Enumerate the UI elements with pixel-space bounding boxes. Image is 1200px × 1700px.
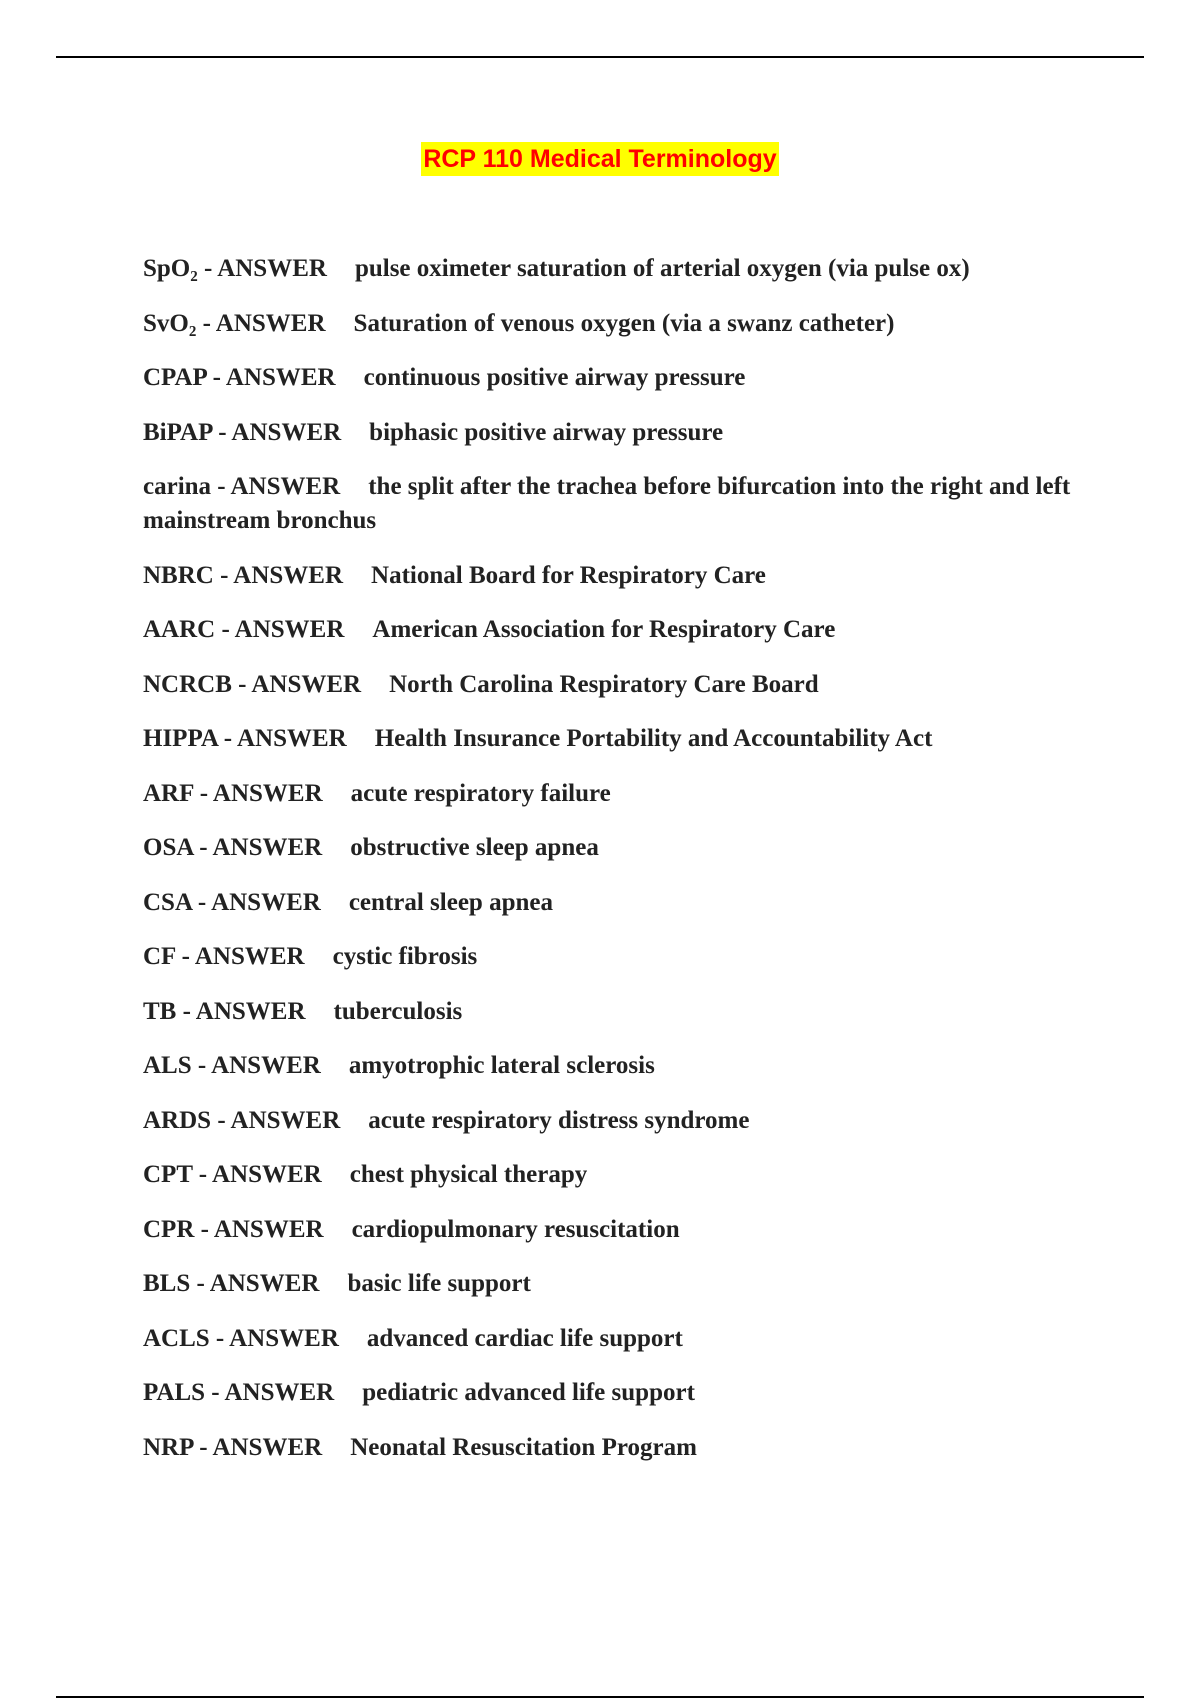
term-entry xyxy=(143,1431,1093,1465)
term-label: PALS - ANSWER xyxy=(143,1379,335,1406)
term-entry xyxy=(143,831,1093,865)
term-entry xyxy=(143,668,1093,702)
term-entry xyxy=(143,995,1093,1029)
term-definition: pediatric advanced life support xyxy=(362,1379,695,1406)
term-definition: biphasic positive airway pressure xyxy=(369,418,724,446)
term-definition: acute respiratory distress syndrome xyxy=(368,1106,750,1134)
term-label: ALS - ANSWER xyxy=(143,1052,321,1079)
top-rule xyxy=(56,56,1144,58)
term-entry xyxy=(143,307,1093,341)
term-label: NRP - ANSWER xyxy=(143,1433,323,1461)
term-label: SvO₂ - ANSWER xyxy=(143,309,326,337)
term-label: HIPPA - ANSWER xyxy=(143,725,347,752)
term-label: CPR - ANSWER xyxy=(143,1215,324,1243)
term-label: ACLS - ANSWER xyxy=(143,1324,339,1352)
term-entry xyxy=(143,613,1093,647)
term-label: TB - ANSWER xyxy=(143,997,306,1025)
term-label: BiPAP - ANSWER xyxy=(143,418,342,446)
term-entry xyxy=(143,559,1093,593)
term-definition: advanced cardiac life support xyxy=(366,1324,683,1352)
term-entry xyxy=(143,361,1093,395)
term-definition: chest physical therapy xyxy=(349,1161,588,1188)
term-label: ARDS - ANSWER xyxy=(143,1106,341,1134)
term-entry xyxy=(143,1322,1093,1356)
term-definition: cystic fibrosis xyxy=(332,943,478,970)
term-entry xyxy=(143,1267,1093,1301)
term-definition: cardiopulmonary resuscitation xyxy=(351,1215,680,1243)
term-entry xyxy=(143,252,1093,286)
term-definition: American Association for Respiratory Care xyxy=(372,616,836,643)
term-definition: acute respiratory failure xyxy=(350,779,611,807)
bottom-rule xyxy=(56,1696,1144,1698)
term-definition: obstructive sleep apnea xyxy=(350,834,599,861)
term-entry xyxy=(143,1213,1093,1247)
term-label: OSA - ANSWER xyxy=(143,834,323,861)
term-label: CPT - ANSWER xyxy=(143,1161,322,1188)
page-title: RCP 110 Medical Terminology xyxy=(421,142,778,176)
term-definition: tuberculosis xyxy=(333,997,463,1025)
term-definition: the split after the trachea before bifurcation into the right and left mainstream bronchus xyxy=(143,473,1071,534)
term-label: SpO₂ - ANSWER xyxy=(143,255,327,282)
term-entry xyxy=(143,1104,1093,1138)
term-label: AARC - ANSWER xyxy=(143,616,345,643)
term-entry xyxy=(143,777,1093,811)
term-label: CSA - ANSWER xyxy=(143,888,321,916)
term-entry xyxy=(143,722,1093,756)
term-entry xyxy=(143,1158,1093,1192)
term-definition: Saturation of venous oxygen (via a swanz catheter) xyxy=(353,309,895,337)
term-label: NCRCB - ANSWER xyxy=(143,670,362,698)
term-definition: central sleep apnea xyxy=(348,888,553,916)
term-entry xyxy=(143,1049,1093,1083)
title-container xyxy=(0,142,1200,176)
term-definition: North Carolina Respiratory Care Board xyxy=(389,670,819,698)
term-label: ARF - ANSWER xyxy=(143,779,323,807)
term-definition: continuous positive airway pressure xyxy=(363,364,746,391)
term-entry xyxy=(143,940,1093,974)
term-definition: Health Insurance Portability and Accountability Act xyxy=(374,725,933,752)
term-definition: National Board for Respiratory Care xyxy=(371,561,766,589)
term-definition: basic life support xyxy=(347,1270,531,1297)
term-label: BLS - ANSWER xyxy=(143,1270,320,1297)
term-entry xyxy=(143,470,1093,538)
term-label: CF - ANSWER xyxy=(143,943,305,970)
term-label: carina - ANSWER xyxy=(143,473,341,500)
term-label: NBRC - ANSWER xyxy=(143,561,344,589)
term-entry xyxy=(143,886,1093,920)
term-definition: amyotrophic lateral sclerosis xyxy=(348,1052,655,1079)
term-entry xyxy=(143,1376,1093,1410)
term-definition: pulse oximeter saturation of arterial oxygen (via pulse ox) xyxy=(354,255,970,282)
term-list xyxy=(143,252,1093,1485)
term-label: CPAP - ANSWER xyxy=(143,364,336,391)
term-entry xyxy=(143,416,1093,450)
term-definition: Neonatal Resuscitation Program xyxy=(350,1433,697,1461)
